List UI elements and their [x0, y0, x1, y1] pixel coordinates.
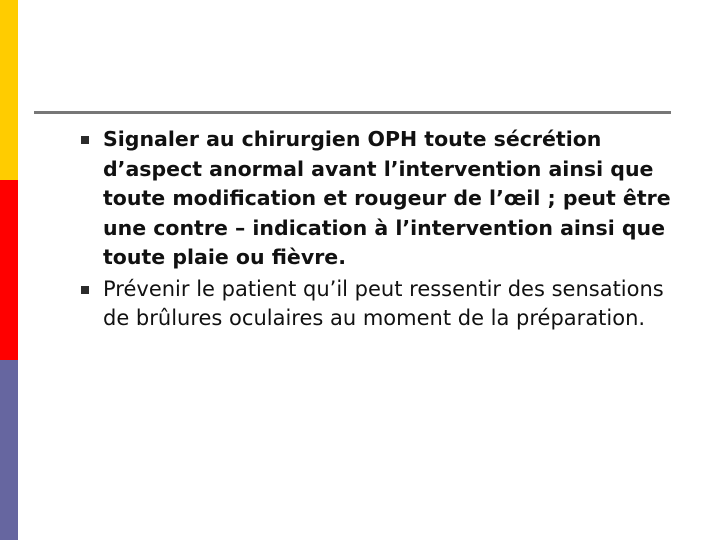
side-color-bar	[0, 0, 18, 540]
bullet-item	[78, 275, 688, 334]
side-bar-blue-segment	[0, 360, 18, 540]
bullet-text: Prévenir le patient qu’il peut ressentir des sensations de brûlures oculaires au moment de la préparation.	[103, 276, 664, 330]
bullet-text: Signaler au chirurgien OPH toute sécrétion d’aspect anormal avant l’intervention ainsi que toute modification et rougeur de l’œil ; peut être une contre – indication à l’intervention ainsi que toute plaie ou fièvre.	[103, 127, 671, 269]
square-bullet-icon	[81, 286, 89, 294]
bullet-list	[78, 125, 688, 336]
side-bar-yellow-segment	[0, 0, 18, 180]
title-divider-rule	[34, 111, 671, 114]
side-bar-red-segment	[0, 180, 18, 360]
bullet-item	[78, 125, 688, 273]
square-bullet-icon	[81, 136, 89, 144]
